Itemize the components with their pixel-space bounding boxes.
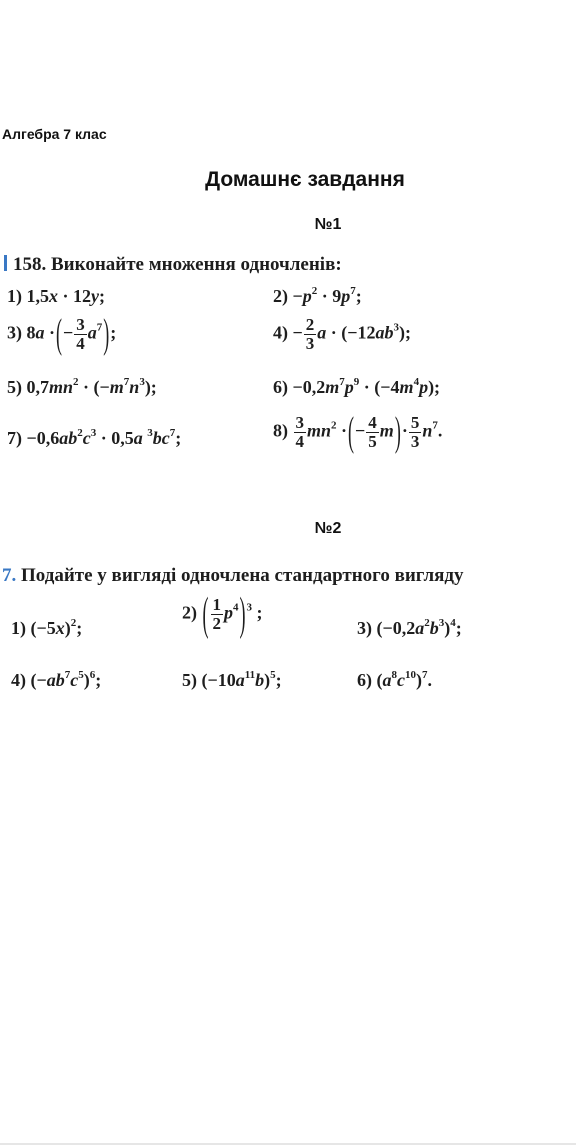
exercise-item: 1) $(-5x)^2$; (11, 617, 83, 638)
task-instruction: Подайте у вигляді одночлена стандартного вигляду (21, 565, 464, 586)
exercise-item: $2) -p^2 \cdot 9p^7$; (273, 285, 362, 306)
exercise-item: 3) 8a ·(− $\frac{3}{4}$ $a^7$); (7, 310, 117, 357)
page-title: Домашнє завдання (205, 168, 405, 191)
exercise-item: 5) $0,7mn^2 \cdot (-m^7n^3)$; (7, 376, 157, 397)
exercise-item: $6) -0,2m^7p^9 \cdot (-4m^4p)$; (273, 376, 441, 397)
page-divider (0, 1143, 576, 1145)
exercise-item: 5) $(-10a^{11}b)^5$; (182, 669, 282, 690)
exercise-item: $7) -0,6ab^2c^3 \cdot 0,5a$ $^3bc^7$; (7, 427, 182, 448)
exercise-item: 6) $(a^8c^{10})^7$. (357, 669, 432, 690)
exercise-item: 2) ( $\frac{1}{2}$ $p^4)^3$ ; (182, 587, 263, 640)
task-number: 7. (2, 565, 17, 586)
exercise-item: 4) − $\frac{2}{3}$ $a \cdot (-12ab^3)$; (273, 315, 412, 353)
section-number-2: №2 (314, 520, 342, 537)
task-heading-158 (4, 254, 342, 276)
course-label: Алгебра 7 клас (2, 126, 107, 142)
task-number: 158. (13, 254, 47, 275)
task-heading-7 (2, 565, 464, 587)
task-instruction: Виконайте множення одночленів: (51, 254, 342, 275)
accent-bar (4, 255, 7, 271)
exercise-item: 3) $(-0,2a^2b^3)^4$; (357, 617, 462, 638)
exercise-item: 1) 1,5x · 12y; (7, 286, 106, 306)
section-number-1: №1 (314, 216, 342, 233)
exercise-item: 4) $(-ab^7c^5)^6$; (11, 669, 102, 690)
exercise-item: 8) $\frac{3}{4}$ $mn^2$ ·(− $\frac{4}{5}$ m)· $\frac{5}{3}$ $n^7$. (273, 408, 443, 455)
